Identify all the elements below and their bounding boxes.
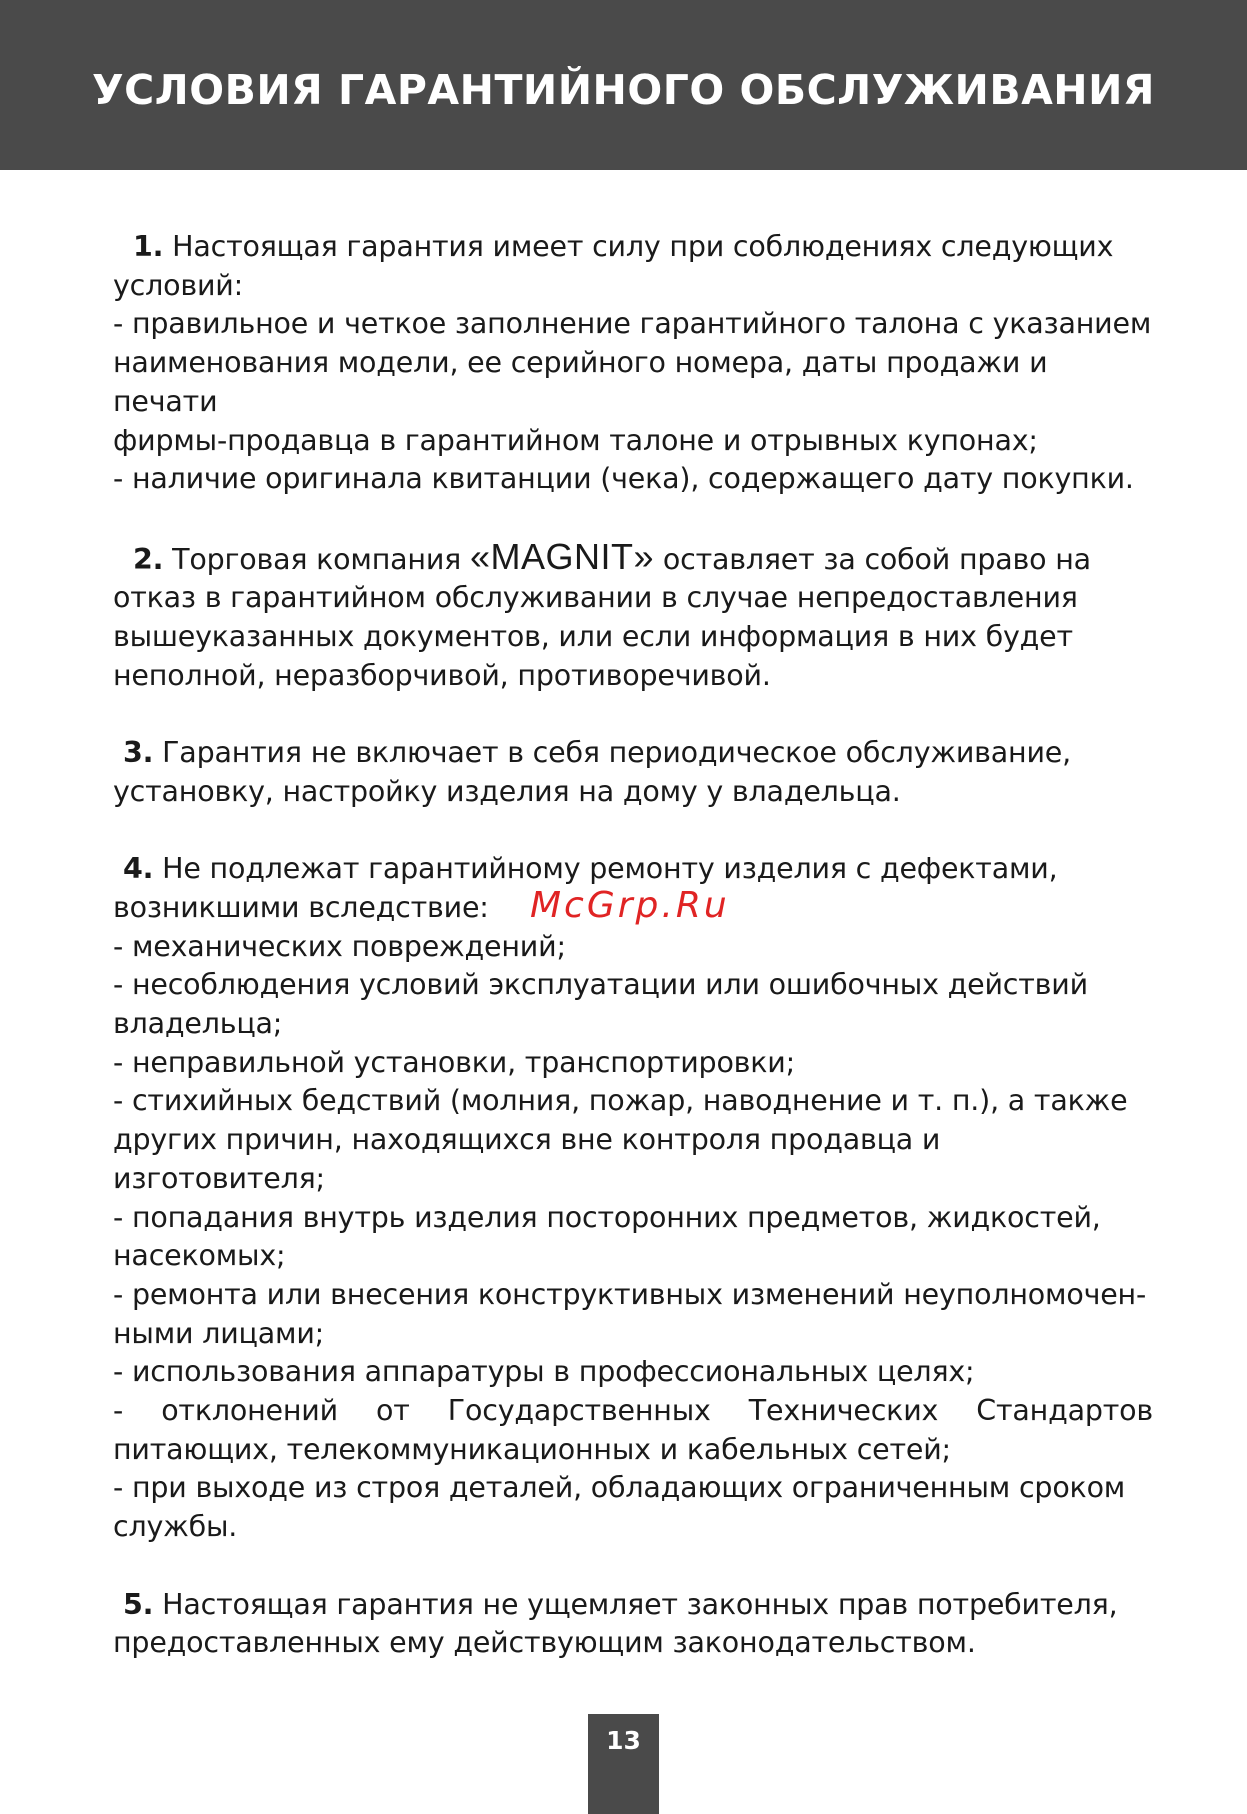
- section-4-line: - использования аппаратуры в профессиональных целях;: [113, 1355, 975, 1389]
- watermark: McGrp.Ru: [530, 885, 730, 926]
- section-5: [113, 1586, 1153, 1663]
- section-4-line: ными лицами;: [113, 1316, 325, 1350]
- section-5-line: предоставленных ему действующим законодательством.: [113, 1626, 976, 1660]
- section-4-line: [113, 850, 1153, 889]
- page-number: 13: [606, 1726, 641, 1755]
- section-number: 5.: [123, 1587, 154, 1621]
- section-number: 1.: [133, 230, 164, 263]
- section-4-line: - неправильной установки, транспортировки;: [113, 1045, 796, 1079]
- section-4-line: питающих, телекоммуникационных и кабельных сетей;: [113, 1432, 951, 1466]
- paragraph-gap: [113, 1547, 1153, 1586]
- section-3-line: [113, 734, 1153, 773]
- warranty-conditions-body: [113, 228, 1153, 1663]
- section-4-line: насекомых;: [113, 1239, 286, 1273]
- section-2-line: вышеуказанных документов, или если информация в них будет: [113, 620, 1073, 654]
- section-4-line: - ремонта или внесения конструктивных изменений неуполномочен-: [113, 1277, 1147, 1311]
- paragraph-gap: [113, 812, 1153, 851]
- section-1: [113, 228, 1153, 499]
- section-4-line: - несоблюдения условий эксплуатации или ошибочных действий: [113, 968, 1088, 1002]
- section-2-line: отказ в гарантийном обслуживании в случае непредоставления: [113, 581, 1078, 615]
- section-text: Настоящая гарантия не ущемляет законных прав потребителя,: [162, 1587, 1118, 1621]
- section-1-line: фирмы-продавца в гарантийном талоне и отрывных купонах;: [113, 423, 1038, 457]
- section-2-line: неполной, неразборчивой, противоречивой.: [113, 658, 771, 692]
- section-4-line: - попадания внутрь изделия посторонних предметов, жидкостей,: [113, 1200, 1101, 1234]
- section-2: [113, 535, 1153, 696]
- section-1-line: [113, 228, 1153, 267]
- page-title: УСЛОВИЯ ГАРАНТИЙНОГО ОБСЛУЖИВАНИЯ: [91, 66, 1156, 114]
- section-1-line: условий:: [113, 268, 244, 302]
- section-4-line: - при выходе из строя деталей, обладающих ограниченным сроком: [113, 1471, 1126, 1505]
- section-text: Настоящая гарантия имеет силу при соблюдениях следующих: [172, 230, 1114, 263]
- section-4: [113, 850, 1153, 1547]
- section-1-line: наименования модели, ее серийного номера, даты продажи и печати: [113, 346, 1048, 418]
- section-number: 2.: [133, 542, 164, 576]
- section-4-line: других причин, находящихся вне контроля продавца и изготовителя;: [113, 1123, 941, 1195]
- section-1-line: - правильное и четкое заполнение гарантийного талона с указанием: [113, 307, 1152, 341]
- section-5-line: [113, 1586, 1153, 1625]
- section-4-line: - стихийных бедствий (молния, пожар, наводнение и т. п.), а также: [113, 1084, 1128, 1118]
- section-text: Торговая компания: [172, 542, 462, 576]
- section-1-line: - наличие оригинала квитанции (чека), содержащего дату покупки.: [113, 462, 1134, 496]
- section-4-line: возникшими вследствие:: [113, 890, 489, 924]
- brand-name: «MAGNIT»: [469, 535, 654, 577]
- page-number-tab: [588, 1714, 659, 1814]
- section-2-line: [113, 535, 1153, 580]
- section-3: [113, 734, 1153, 811]
- section-text: оставляет за собой право на: [662, 542, 1091, 576]
- header-band: [0, 0, 1247, 170]
- section-3-line: установку, настройку изделия на дому у владельца.: [113, 774, 901, 808]
- paragraph-gap: [113, 499, 1153, 538]
- section-4-line: службы.: [113, 1510, 238, 1544]
- section-4-line: - отклонений от Государственных Технических Стандартов: [113, 1394, 1153, 1428]
- section-number: 3.: [123, 736, 154, 770]
- section-number: 4.: [123, 852, 154, 886]
- section-4-line: - механических повреждений;: [113, 929, 566, 963]
- paragraph-gap: [113, 695, 1153, 734]
- section-text: Не подлежат гарантийному ремонту изделия с дефектами,: [162, 852, 1058, 886]
- section-text: Гарантия не включает в себя периодическое обслуживание,: [162, 736, 1071, 770]
- section-4-line: владельца;: [113, 1007, 283, 1041]
